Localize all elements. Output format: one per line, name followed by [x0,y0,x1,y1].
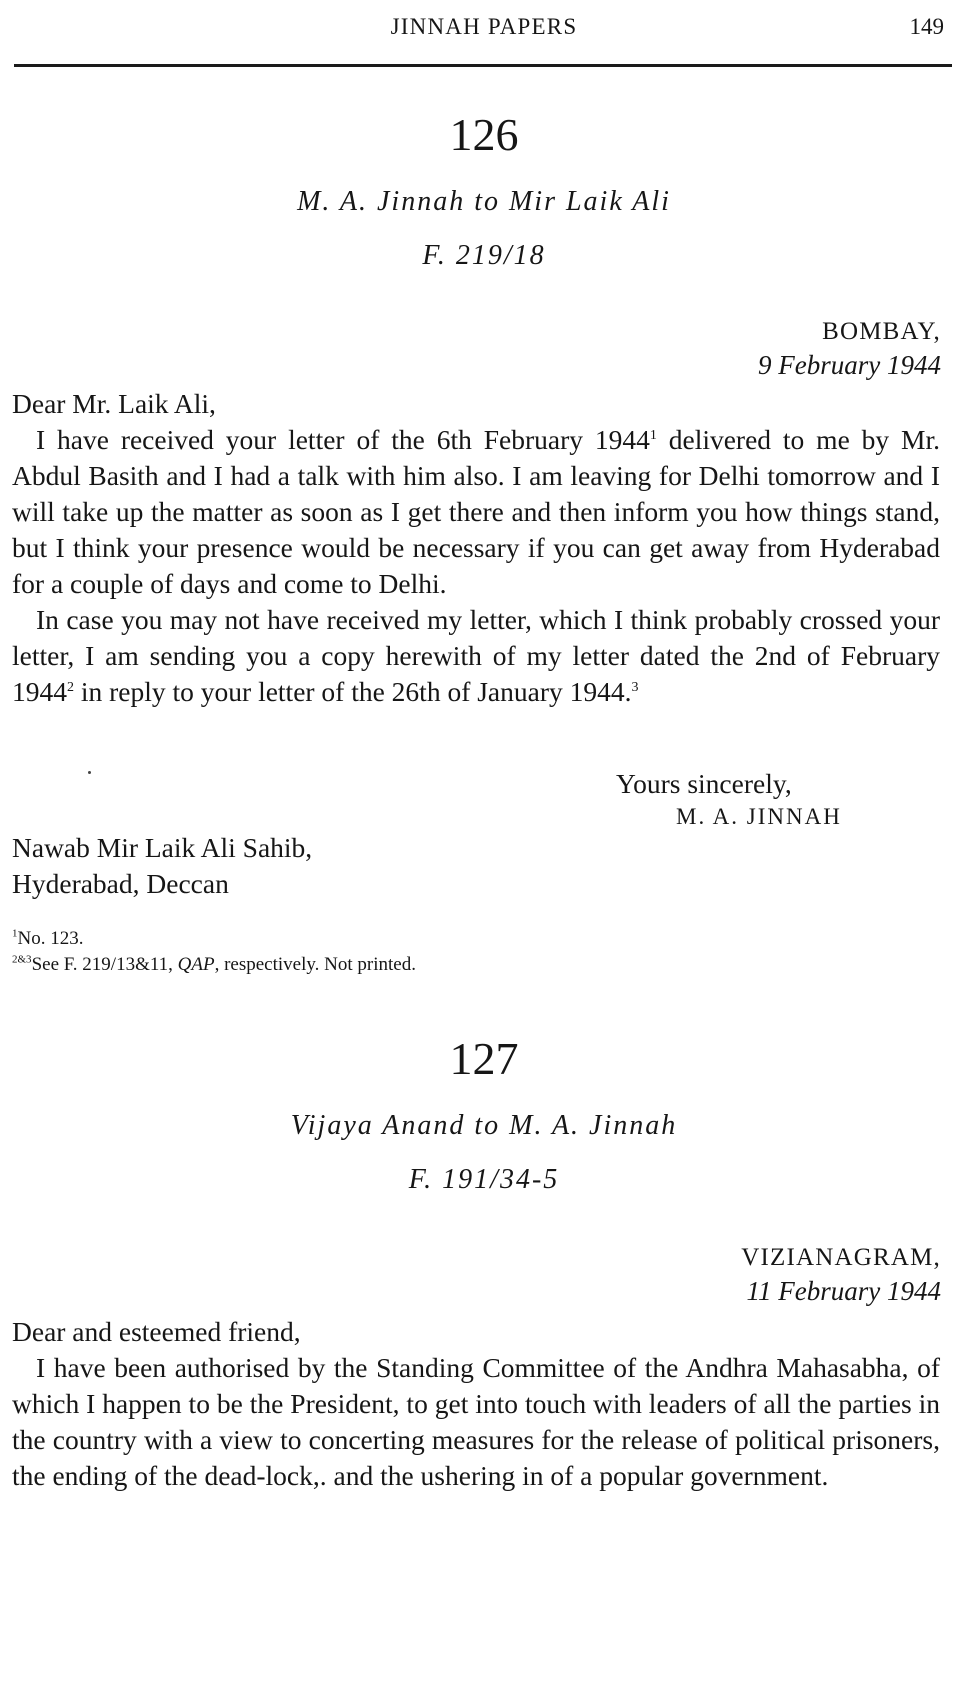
footnote-ref: 2 [67,679,74,695]
complimentary-close: Yours sincerely, [616,768,792,799]
letter-date: 11 February 1944 [746,1276,941,1306]
document-number: 127 [449,1033,519,1084]
letter-paragraph: I have been authorised by the Standing Committee of the Andhra Mahasabha, of which I happen to be the President, to get into touch with leaders of all the parties in the country with a view to concerting measures for the release of political prisoners, the ending of the dead-lock,. and the ushering in of a popular government. [12,1352,940,1491]
letter-body [12,386,940,710]
document-number: 126 [449,109,519,160]
header-rule [14,64,952,67]
footnote-ref: 3 [631,679,639,695]
salutation: Dear Mr. Laik Ali, [12,388,216,419]
file-reference: F. 219/18 [422,240,546,271]
document-heading: M. A. Jinnah to Mir Laik Ali [297,186,671,217]
running-header [14,14,954,48]
letter-place: BOMBAY, [822,318,941,345]
ink-speck [88,771,91,774]
footnote-ref: 1 [649,427,657,443]
document-heading: Vijaya Anand to M. A. Jinnah [290,1110,678,1141]
letter-place: VIZIANAGRAM, [741,1244,941,1271]
letter-paragraph: In case you may not have received my letter, which I think probably crossed your letter, I am sending you a copy herewith of my letter dated the 2nd of February 1944$^2$ in reply to your letter of the 26th of January 1944.$^3$ [12,604,940,707]
running-title: JINNAH PAPERS [390,14,578,39]
letter-body [12,1314,940,1494]
footnotes [12,926,912,978]
footnote: $^{2\&3}$See F. 219/13&11, QAP, respectively. Not printed. [12,953,416,975]
salutation: Dear and esteemed friend, [12,1316,301,1347]
addressee-name: Nawab Mir Laik Ali Sahib, [12,832,313,863]
letter-paragraph: I have received your letter of the 6th February 1944$^1$ delivered to me by Mr. Abdul Basith and I had a talk with him also. I am leaving for Delhi tomorrow and I will take up the matter as soon as I get there and then inform you how things stand, but I think your presence would be necessary if you can get away from Hyderabad for a couple of days and come to Delhi. [12,424,940,599]
addressee-block [12,830,312,902]
letter-date: 9 February 1944 [758,350,941,380]
footnote: $^1$No. 123. [12,927,84,949]
addressee-location: Hyderabad, Deccan [12,868,229,899]
signature: M. A. JINNAH [676,804,842,829]
file-reference: F. 191/34-5 [408,1164,560,1195]
page-number: 149 [909,14,944,39]
